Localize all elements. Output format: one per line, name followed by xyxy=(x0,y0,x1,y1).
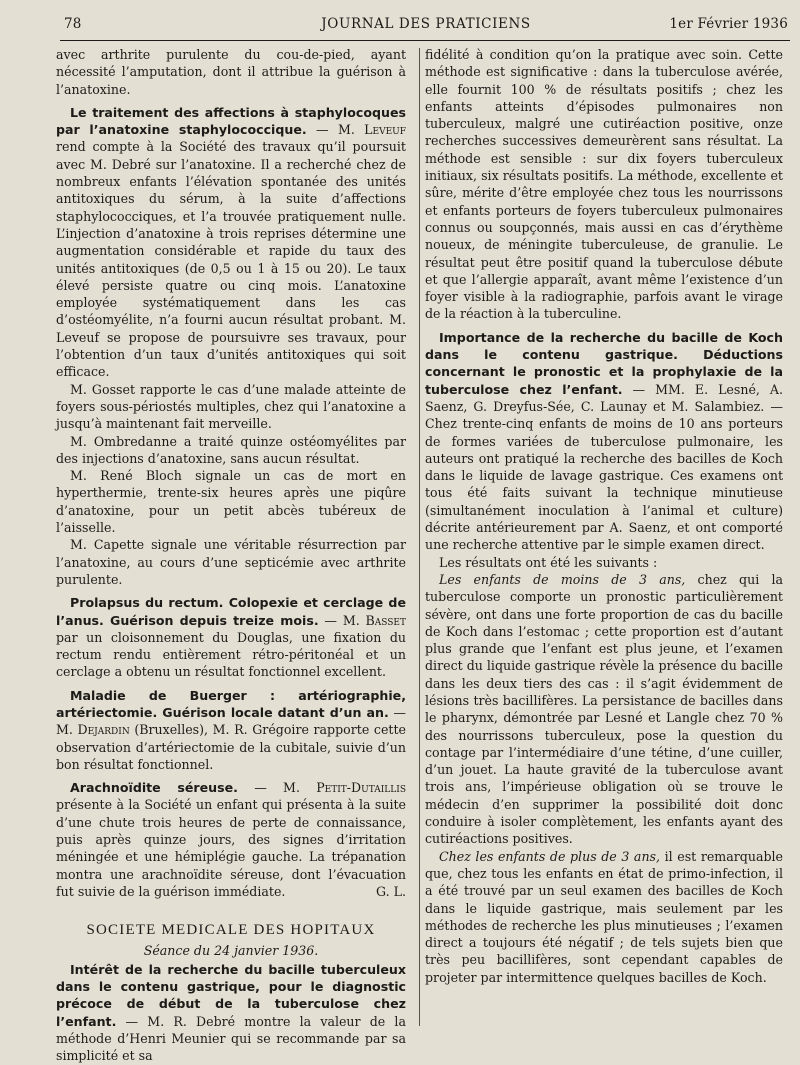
article-author: M. R. Debré xyxy=(147,1013,236,1029)
article-body: par un cloisonnement du Douglas, une fixation du rectum rendu entièrement rétro-péritonéal et un cerclage a obtenu un résultat fonctionnel excellent. xyxy=(56,629,406,680)
article-arachnoidite: Arachnoïdite séreuse. — M. Petit-Dutaillis présente à la Société un enfant qui présenta à la suite d’une chute trois heures de perte de connaissance, puis après quinze jours, des signes d’irritation méningée et une hémiplégie gauche. La trépanation montra une arachnoïdite séreuse, dont l’évacuation fut suivie de la guérison immédiate. G. L. xyxy=(56,780,406,899)
article-interet: Intérêt de la recherche du bacille tuberculeux dans le contenu gastrique, pour le diagnostic précoce de début de la tuberculose chez l’enfant. — M. R. Debré montre la valeur de la méthode d’Henri Meunier qui se recommande par sa simplicité et sa xyxy=(56,961,406,1064)
article-importance: Importance de la recherche du bacille de Koch dans le contenu gastrique. Déductions concernant le pronostic et la prophylaxie de la tuberculose chez l’enfant. — MM. E. Lesné, A. Saenz, G. Dreyfus-Sée, C. Launay et M. Salambiez. — Chez trente-cinq enfants de moins de 10 ans porteurs de formes variées de tuberculose pulmonaire, les auteurs ont pratiqué la recherche des bacilles de Koch dans le liquide de lavage gastrique. Ces examens ont tous été faits suivant la technique minutieuse (simultanément inoculation à l’animal et culture) décrite antérieurement par A. Saenz, et ont comporté une recherche attentive par le simple examen direct. xyxy=(425,329,783,553)
article-body: rend compte à la Société des travaux qu’il poursuit avec M. Debré sur l’anatoxine. Il a recherché chez de nombreux enfants l’élévation spontanée des unités antitoxiques du sérum, à la suite d’affections staphylococciques, et l’a trouvée pratiquement nulle. L’injection d’anatoxine à trois reprises détermine une augmentation considérable et rapide du taux des unités antitoxiques (de 0,5 ou 1 à 15 ou 20). Le taux élevé persiste quatre ou cinq mois. L’anatoxine employée systématiquement dans les cas d’ostéomyélite, n’a fourni aucun résultat probant. M. Leveuf se propose de poursuivre ses travaux, pour l’obtention d’un taux d’unités antitoxiques qui soit efficace. xyxy=(56,139,406,380)
article-buerger: Maladie de Buerger : artériographie, artériectomie. Guérison locale datant d’un an. — M. Dejardin (Bruxelles), M. R. Grégoire rapporte cette observation d’artériectomie de la cubitale, suivie d’un bon résultat fonctionnel. xyxy=(56,687,406,772)
paragraph-capette: M. Capette signale une véritable résurrection par l’anatoxine, au cours d’une septicémie avec arthrite purulente. xyxy=(56,537,406,587)
article-title: Importance de la recherche du bacille de Koch dans le contenu gastrique. Déductions concernant le pronostic et la prophylaxie de la tuberculose chez l’enfant. xyxy=(425,329,783,397)
article-title: Maladie de Buerger : artériographie, artériectomie. Guérison locale datant d’un an. xyxy=(56,687,406,720)
paragraph-intro: avec arthrite purulente du cou-de-pied, ayant nécessité l’amputation, dont il attribue la guérison à l’anatoxine. xyxy=(56,47,406,97)
signature: G. L. xyxy=(376,883,406,899)
page-number: 78 xyxy=(64,16,82,32)
right-column xyxy=(425,46,783,1031)
article-body: Chez trente-cinq enfants de moins de 10 ans porteurs de formes variées de tuberculose pulmonaire, les auteurs ont pratiqué la recherche des bacilles de Koch dans le liquide de lavage gastrique. Ces examens ont tous été faits suivant la technique minutieuse (simultanément inoculation à l’animal et culture) décrite antérieurement par A. Saenz, et ont comporté une recherche attentive par le simple examen direct. xyxy=(425,416,783,553)
column-rule xyxy=(419,48,420,1026)
header-rule xyxy=(60,40,790,41)
session-date: Séance du 24 janvier 1936. xyxy=(143,942,319,958)
paragraph-under-3 xyxy=(425,571,783,848)
article-body: (Bruxelles), M. R. Grégoire rapporte cette observation d’artériectomie de la cubitale, suivie d’un bon résultat fonctionnel. xyxy=(56,722,406,772)
paragraph-lead: Chez les enfants de plus de 3 ans, xyxy=(439,848,661,864)
article-body: montre la valeur de la méthode d’Henri Meunier qui se recommande par sa simplicité et sa xyxy=(56,1013,406,1064)
paragraph-results: Les résultats ont été les suivants : xyxy=(439,554,658,570)
article-title: Prolapsus du rectum. Colopexie et cerclage de l’anus. Guérison depuis treize mois. xyxy=(56,595,406,628)
paragraph-ombredanne: M. Ombredanne a traité quinze ostéomyélites par des injections d’anatoxine, sans aucun résultat. xyxy=(56,433,406,466)
left-column xyxy=(56,46,406,1064)
running-header xyxy=(64,14,788,38)
society-heading: SOCIETE MEDICALE DES HOPITAUX xyxy=(86,922,376,939)
article-title: Arachnoïdite séreuse. xyxy=(70,780,238,796)
article-author: M. Leveuf xyxy=(337,122,406,138)
article-title: Le traitement des affections à staphylocoques par l’anatoxine staphylococcique. xyxy=(56,104,406,138)
paragraph-bloch: M. René Bloch signale un cas de mort en hyperthermie, trente-six heures après une piqûre d’anatoxine, pour un petit abcès tubéreux de l’aisselle. xyxy=(56,468,406,536)
paragraph-body: chez qui la tuberculose comporte un pronostic particulièrement sévère, ont dans une forte proportion de cas du bacille de Koch dans l’estomac ; cette proportion est d’autant plus grande que l’enfant est plus jeune, et l’examen direct du liquide gastrique révèle la présence du bacille dans les deux tiers des cas : il s’agit évidemment de lésions très bacillifères. La persistance de bacilles dans le pharynx, démontrée par Lesné et Langle chez 70 % des nourrissons tuberculeux, pose la question du contage par l’intermédiaire d’une tétine, d’une cuiller, d’un jouet. La haute gravité de la tuberculose avant trois ans, l’impérieuse obligation où se trouve le médecin d’en supprimer la possibilité doit donc conduire à isoler complètement, les enfants ayant des cutiréactions positives. xyxy=(425,571,783,847)
journal-title: JOURNAL DES PRATICIENS xyxy=(321,16,531,32)
article-title: Intérêt de la recherche du bacille tuberculeux dans le contenu gastrique, pour le diagnostic précoce de début de la tuberculose chez l’enfant. xyxy=(56,961,406,1029)
article-author: M. Basset xyxy=(342,612,406,628)
article-body: présente à la Société un enfant qui présenta à la suite d’une chute trois heures de perte de connaissance, puis après quinze jours, des signes d’irritation méningée et une hémiplégie gauche. La trépanation montra une arachnoïdite séreuse, dont l’évacuation fut suivie de la guérison immédiate. xyxy=(56,797,406,899)
article-prolapsus: Prolapsus du rectum. Colopexie et cerclage de l’anus. Guérison depuis treize mois. — M. Basset par un cloisonnement du Douglas, une fixation du rectum rendu entièrement rétro-péritonéal et un cerclage a obtenu un résultat fonctionnel excellent. xyxy=(56,595,406,680)
paragraph-continuation: fidélité à condition qu’on la pratique avec soin. Cette méthode est significative : dans la tuberculose avérée, elle fournit 100 % de résultats positifs ; chez les enfants atteints d’épisodes pulmonaires non tuberculeux, malgré une cutiréaction positive, onze recherches successives demeurèrent sans résultat. La méthode est sensible : sur dix foyers tuberculeux initiaux, six résultats positifs. La méthode, excellente et sûre, mérite d’être employée chez tous les nourrissons et enfants porteurs de foyers tuberculeux pulmonaires connus ou soupçonnés, mais aussi en cas d’érythème noueux, de méningite tuberculeuse, de granulie. Le résultat peut être positif quand la tuberculose débute et que l’allergie apparaît, avant même l’existence d’un foyer visible à la radiographie, parfois avant le virage de la réaction à la tuberculine. xyxy=(425,47,783,322)
paragraph-over-3 xyxy=(425,848,783,986)
article-staphylocoques: Le traitement des affections à staphylocoques par l’anatoxine staphylococcique. — M. Leveuf rend compte à la Société des travaux qu’il poursuit avec M. Debré sur l’anatoxine. Il a recherché chez de nombreux enfants l’élévation spontanée des unités antitoxiques du sérum, à la suite d’affections staphylococciques, et l’a trouvée pratiquement nulle. L’injection d’anatoxine à trois reprises détermine une augmentation considérable et rapide du taux des unités antitoxiques (de 0,5 ou 1 à 15 ou 20). Le taux élevé persiste quatre ou cinq mois. L’anatoxine employée systématiquement dans les cas d’ostéomyélite, n’a fourni aucun résultat probant. M. Leveuf se propose de poursuivre ses travaux, pour l’obtention d’un taux d’unités antitoxiques qui soit efficace. xyxy=(56,104,406,380)
article-author: M. Dejardin xyxy=(56,722,130,738)
article-authors: MM. E. Lesné, A. Saenz, G. Dreyfus-Sée, C. Launay et M. Salambiez. xyxy=(425,381,783,414)
paragraph-lead: Les enfants de moins de 3 ans, xyxy=(439,571,686,587)
article-author: M. Petit-Dutaillis xyxy=(283,780,406,796)
paragraph-gosset: M. Gosset rapporte le cas d’une malade atteinte de foyers sous-périostés multiples, chez qui l’anatoxine a jusqu’à maintenant fait merveille. xyxy=(56,381,406,432)
paragraph-body: il est remarquable que, chez tous les enfants en état de primo-infection, il a été trouvé par un seul examen des bacilles de Koch dans le liquide gastrique, mais seulement par les méthodes de recherche les plus minutieuses ; l’examen direct a toujours été négatif ; de tels sujets bien que très peu bacillifères, sont cependant capables de projeter par intermittence quelques bacilles de Koch. xyxy=(425,848,783,985)
issue-date: 1er Février 1936 xyxy=(669,16,788,32)
